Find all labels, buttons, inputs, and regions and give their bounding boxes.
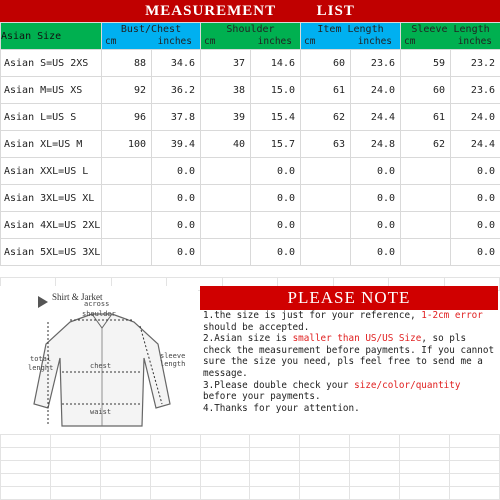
header-bust: Bust/Chest cm inches — [102, 23, 201, 50]
measurement-cell: 0.0 — [451, 239, 500, 266]
measurement-cell: 0.0 — [251, 185, 301, 212]
measurement-cell: 23.6 — [351, 50, 401, 77]
measurement-cell: 24.0 — [451, 104, 500, 131]
measurement-cell — [401, 239, 451, 266]
measurement-cell: 0.0 — [152, 212, 201, 239]
measurement-cell — [102, 158, 152, 185]
measurement-cell — [401, 212, 451, 239]
measurement-cell — [102, 239, 152, 266]
measurement-cell: 0.0 — [351, 212, 401, 239]
measurement-cell: 0.0 — [351, 239, 401, 266]
measurement-cell: 15.4 — [251, 104, 301, 131]
measurement-cell: 23.2 — [451, 50, 500, 77]
table-row — [1, 185, 500, 212]
svg-text:total: total — [30, 355, 52, 363]
measurement-cell: 92 — [102, 77, 152, 104]
measurement-cell: 36.2 — [152, 77, 201, 104]
measurement-cell — [102, 212, 152, 239]
note-line-4: 4.Thanks for your attention. — [203, 402, 360, 414]
measurement-cell: 23.6 — [451, 77, 500, 104]
measurement-cell: 37.8 — [152, 104, 201, 131]
measurement-cell — [401, 185, 451, 212]
measurement-cell — [301, 185, 351, 212]
bottom-grid — [0, 434, 500, 500]
measurement-cell: 0.0 — [351, 185, 401, 212]
table-row — [1, 104, 500, 131]
svg-text:shoulder: shoulder — [82, 310, 116, 318]
size-label: Asian L=US S — [1, 104, 102, 131]
measurement-cell: 40 — [201, 131, 251, 158]
measurement-cell: 0.0 — [152, 239, 201, 266]
svg-text:waist: waist — [90, 408, 112, 416]
table-row — [1, 131, 500, 158]
table-row — [1, 50, 500, 77]
diagram-title: Shirt & Jarket — [52, 292, 103, 302]
header-item-length: Item Length cm inches — [301, 23, 401, 50]
measurement-cell — [301, 239, 351, 266]
size-label: Asian M=US XS — [1, 77, 102, 104]
table-row — [1, 77, 500, 104]
measurement-cell: 0.0 — [451, 212, 500, 239]
note-line-3: 3.Please double check your size/color/quantity before your payments. — [203, 379, 461, 403]
measurement-cell: 60 — [301, 50, 351, 77]
please-note-body — [200, 310, 498, 430]
measurement-cell: 96 — [102, 104, 152, 131]
measurement-cell: 24.8 — [351, 131, 401, 158]
measurement-cell: 0.0 — [152, 185, 201, 212]
measurement-cell: 0.0 — [451, 158, 500, 185]
size-label: Asian 5XL=US 3XL — [1, 239, 102, 266]
shirt-diagram — [0, 286, 198, 436]
measurement-cell: 0.0 — [451, 185, 500, 212]
note-line-2: 2.Asian size is smaller than US/US Size, so pls check the measurement before payments. If you cannot sure the size you need, pls feel free to send me a message. — [203, 333, 495, 379]
measurement-cell: 15.7 — [251, 131, 301, 158]
measurement-cell: 61 — [401, 104, 451, 131]
please-note-title: PLEASE NOTE — [200, 286, 498, 310]
measurement-cell: 62 — [401, 131, 451, 158]
svg-text:chest: chest — [90, 362, 112, 370]
measurement-cell: 24.4 — [351, 104, 401, 131]
measurement-cell: 0.0 — [152, 158, 201, 185]
measurement-cell: 63 — [301, 131, 351, 158]
size-label: Asian 3XL=US XL — [1, 185, 102, 212]
measurement-cell: 60 — [401, 77, 451, 104]
svg-text:length: length — [160, 360, 186, 368]
measurement-cell: 38 — [201, 77, 251, 104]
measurement-cell — [201, 158, 251, 185]
measurement-cell: 88 — [102, 50, 152, 77]
measurement-cell: 0.0 — [251, 158, 301, 185]
shirt-icon — [0, 286, 198, 436]
measurement-cell: 0.0 — [251, 212, 301, 239]
size-label: Asian XL=US M — [1, 131, 102, 158]
measurement-cell — [201, 239, 251, 266]
title-right: LIST — [316, 3, 355, 19]
measurement-cell — [201, 185, 251, 212]
measurement-list-title — [0, 0, 500, 22]
table-row — [1, 212, 500, 239]
measurement-cell: 61 — [301, 77, 351, 104]
measurement-cell: 0.0 — [351, 158, 401, 185]
measurement-cell — [301, 158, 351, 185]
measurement-cell: 59 — [401, 50, 451, 77]
measurement-cell: 24.0 — [351, 77, 401, 104]
measurement-cell — [102, 185, 152, 212]
measurement-cell: 39.4 — [152, 131, 201, 158]
header-shoulder: Shoulder cm inches — [201, 23, 301, 50]
header-asian-size: Asian Size — [1, 23, 102, 50]
size-chart-table — [0, 22, 500, 266]
measurement-cell: 14.6 — [251, 50, 301, 77]
size-label: Asian 4XL=US 2XL — [1, 212, 102, 239]
table-row — [1, 158, 500, 185]
measurement-cell — [201, 212, 251, 239]
header-row — [1, 23, 500, 50]
measurement-cell: 24.4 — [451, 131, 500, 158]
measurement-cell — [401, 158, 451, 185]
measurement-cell: 34.6 — [152, 50, 201, 77]
svg-text:across: across — [84, 300, 110, 308]
title-left: MEASUREMENT — [145, 3, 276, 19]
svg-text:lenght: lenght — [28, 364, 54, 372]
header-sleeve-length: Sleeve Length cm inches — [401, 23, 500, 50]
measurement-cell: 15.0 — [251, 77, 301, 104]
measurement-cell: 100 — [102, 131, 152, 158]
measurement-cell — [301, 212, 351, 239]
note-line-1: 1.the size is just for your reference, 1-2cm error should be accepted. — [203, 310, 483, 333]
svg-text:sleeve: sleeve — [160, 352, 186, 360]
measurement-cell: 62 — [301, 104, 351, 131]
measurement-cell: 37 — [201, 50, 251, 77]
measurement-cell: 0.0 — [251, 239, 301, 266]
size-label: Asian XXL=US L — [1, 158, 102, 185]
table-row — [1, 239, 500, 266]
measurement-cell: 39 — [201, 104, 251, 131]
size-label: Asian S=US 2XS — [1, 50, 102, 77]
